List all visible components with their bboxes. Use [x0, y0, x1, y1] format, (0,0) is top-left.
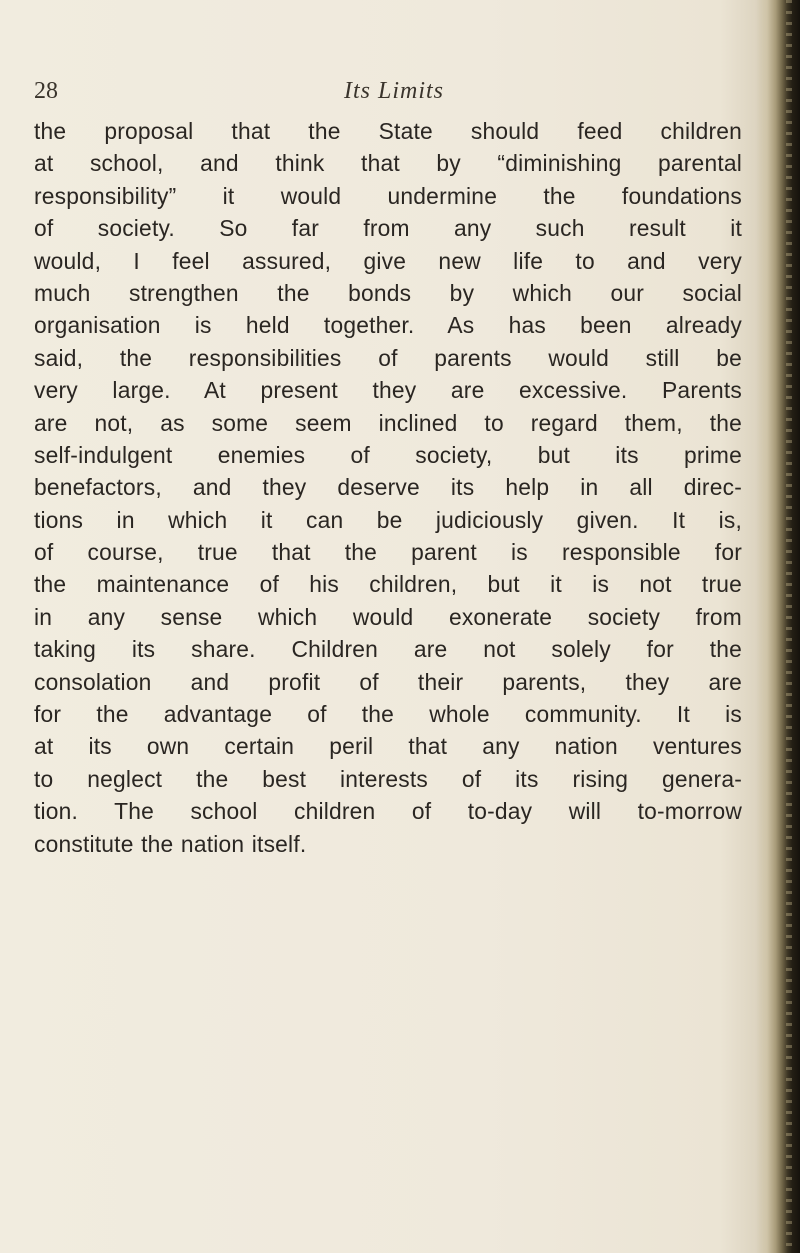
text-line: of course, true that the parent is responsible for [34, 539, 742, 566]
page-binding-edge [756, 0, 800, 1253]
text-line: would, I feel assured, give new life to and very [34, 247, 742, 274]
text-line: benefactors, and they deserve its help in all direc- [34, 474, 742, 501]
text-line: organisation is held together. As has been already [34, 312, 742, 339]
text-line-last: constitute the nation itself. [34, 830, 307, 857]
text-line: for the advantage of the whole community. It is [34, 701, 742, 728]
text-line: are not, as some seem inclined to regard them, the [34, 409, 742, 436]
text-line: at school, and think that by “diminishing parental [34, 150, 742, 177]
text-line: tion. The school children of to-day will to-morrow [34, 798, 742, 825]
text-line: tions in which it can be judiciously given. It is, [34, 506, 742, 533]
text-line: the maintenance of his children, but it is not true [34, 571, 742, 598]
text-line: taking its share. Children are not solely for the [34, 636, 742, 663]
running-title: Its Limits [344, 78, 445, 104]
text-line: of society. So far from any such result it [34, 215, 742, 242]
text-line: said, the responsibilities of parents would still be [34, 344, 742, 371]
text-line: much strengthen the bonds by which our social [34, 279, 742, 306]
text-line: in any sense which would exonerate society from [34, 603, 742, 630]
text-line: to neglect the best interests of its rising genera- [34, 765, 742, 792]
page-number: 28 [34, 78, 58, 104]
text-line: responsibility” it would undermine the foundations [34, 182, 742, 209]
text-line: consolation and profit of their parents, they are [34, 668, 742, 695]
text-line: the proposal that the State should feed children [34, 118, 742, 144]
text-line: at its own certain peril that any nation ventures [34, 733, 742, 760]
running-head [34, 78, 754, 108]
text-line: very large. At present they are excessive. Parents [34, 377, 742, 404]
body-text [34, 115, 742, 860]
text-line: self-indulgent enemies of society, but its prime [34, 441, 742, 468]
